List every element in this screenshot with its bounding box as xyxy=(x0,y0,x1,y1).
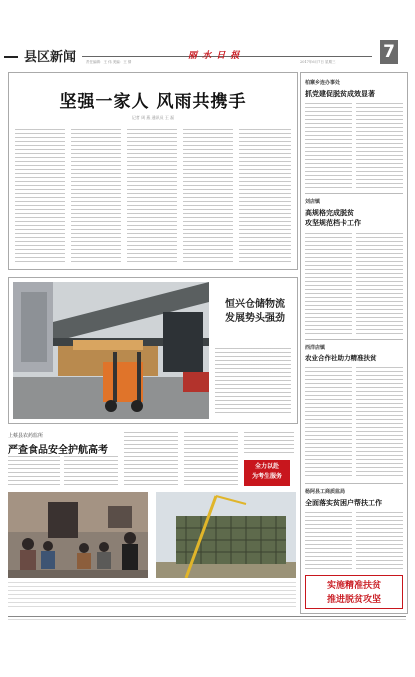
red-badge xyxy=(244,460,290,486)
editor-line: 责任编辑：王 伟 美编：王 倩 xyxy=(86,60,132,64)
village-photo xyxy=(8,492,148,578)
section-title: 县区新闻 xyxy=(24,50,77,65)
photo-caption-line1: 恒兴仓储物流 xyxy=(225,299,285,310)
photo-caption-title xyxy=(219,298,291,326)
red-badge-line2: 为考生服务 xyxy=(251,473,282,480)
item2-body-a xyxy=(305,233,352,335)
footer-rule xyxy=(8,616,406,617)
item4-body-a xyxy=(305,512,352,572)
newspaper-logo: 丽 水 日 报 xyxy=(188,51,241,61)
food-kicker: 上蔡县农药监所 xyxy=(8,433,44,439)
food-body-col2 xyxy=(64,456,118,488)
banner-line1: 实施精准扶贫 xyxy=(326,581,381,591)
item2-kicker: 刘店镇 xyxy=(305,199,321,205)
item4-body-b xyxy=(356,512,403,572)
food-body-col5 xyxy=(244,432,294,456)
item1-body-a xyxy=(305,103,352,189)
item1-headline: 抓党建促脱贫成效显著 xyxy=(305,89,375,98)
item2-headline-line1: 高规格完成脱贫 xyxy=(305,208,354,217)
food-safety-article xyxy=(8,428,296,490)
photo-captions-text xyxy=(8,582,296,608)
item4-headline: 全面落实贫困户帮扶工作 xyxy=(305,498,382,507)
item4-kicker: 杨阿县工商质监局 xyxy=(305,489,346,495)
item3-headline: 农业合作社助力精准扶贫 xyxy=(305,354,377,362)
page-number-box xyxy=(380,40,398,64)
lead-body-col4 xyxy=(183,129,233,263)
footer-text xyxy=(8,619,406,623)
item2-body-b xyxy=(356,233,403,335)
right-divider-1 xyxy=(305,193,403,194)
photo-feature xyxy=(8,277,298,424)
item3-body-b xyxy=(356,367,403,479)
page-number: 7 xyxy=(383,42,395,62)
item2-headline xyxy=(305,208,361,228)
construction-photo xyxy=(156,492,296,578)
right-column xyxy=(300,72,408,614)
food-body-col1 xyxy=(8,456,60,488)
lead-headline: 坚强一家人 风雨共携手 xyxy=(59,92,247,112)
header-left-rule xyxy=(4,56,18,58)
photo-caption-line2: 发展势头强劲 xyxy=(225,313,285,324)
red-badge-line1: 全力以赴 xyxy=(254,463,279,470)
item3-body-a xyxy=(305,367,352,479)
lead-byline: 记者 周 燕 通讯员 王 磊 xyxy=(131,115,175,120)
lead-body-col1 xyxy=(15,129,65,263)
poverty-banner xyxy=(305,575,403,609)
lead-article xyxy=(8,72,298,270)
food-body-col3 xyxy=(124,432,178,488)
lead-body-col2 xyxy=(71,129,121,263)
item1-kicker: 柏寨乡连办事处 xyxy=(305,80,341,86)
logistics-photo xyxy=(13,282,209,419)
banner-line2: 推进脱贫攻坚 xyxy=(326,595,381,605)
page-header xyxy=(0,40,415,70)
food-body-col4 xyxy=(184,432,238,488)
right-divider-3 xyxy=(305,483,403,484)
item1-body-b xyxy=(356,103,403,189)
lead-body-col3 xyxy=(127,129,177,263)
right-divider-2 xyxy=(305,339,403,340)
issue-date: 2017年6月7日 星期三 xyxy=(300,60,336,64)
food-headline: 严查食品安全护航高考 xyxy=(8,445,108,456)
item2-headline-line2: 攻坚规范档卡工作 xyxy=(305,218,361,227)
item3-kicker: 西洋店镇 xyxy=(305,345,326,351)
photo-caption-body xyxy=(215,348,291,416)
lead-body-col5 xyxy=(239,129,291,263)
